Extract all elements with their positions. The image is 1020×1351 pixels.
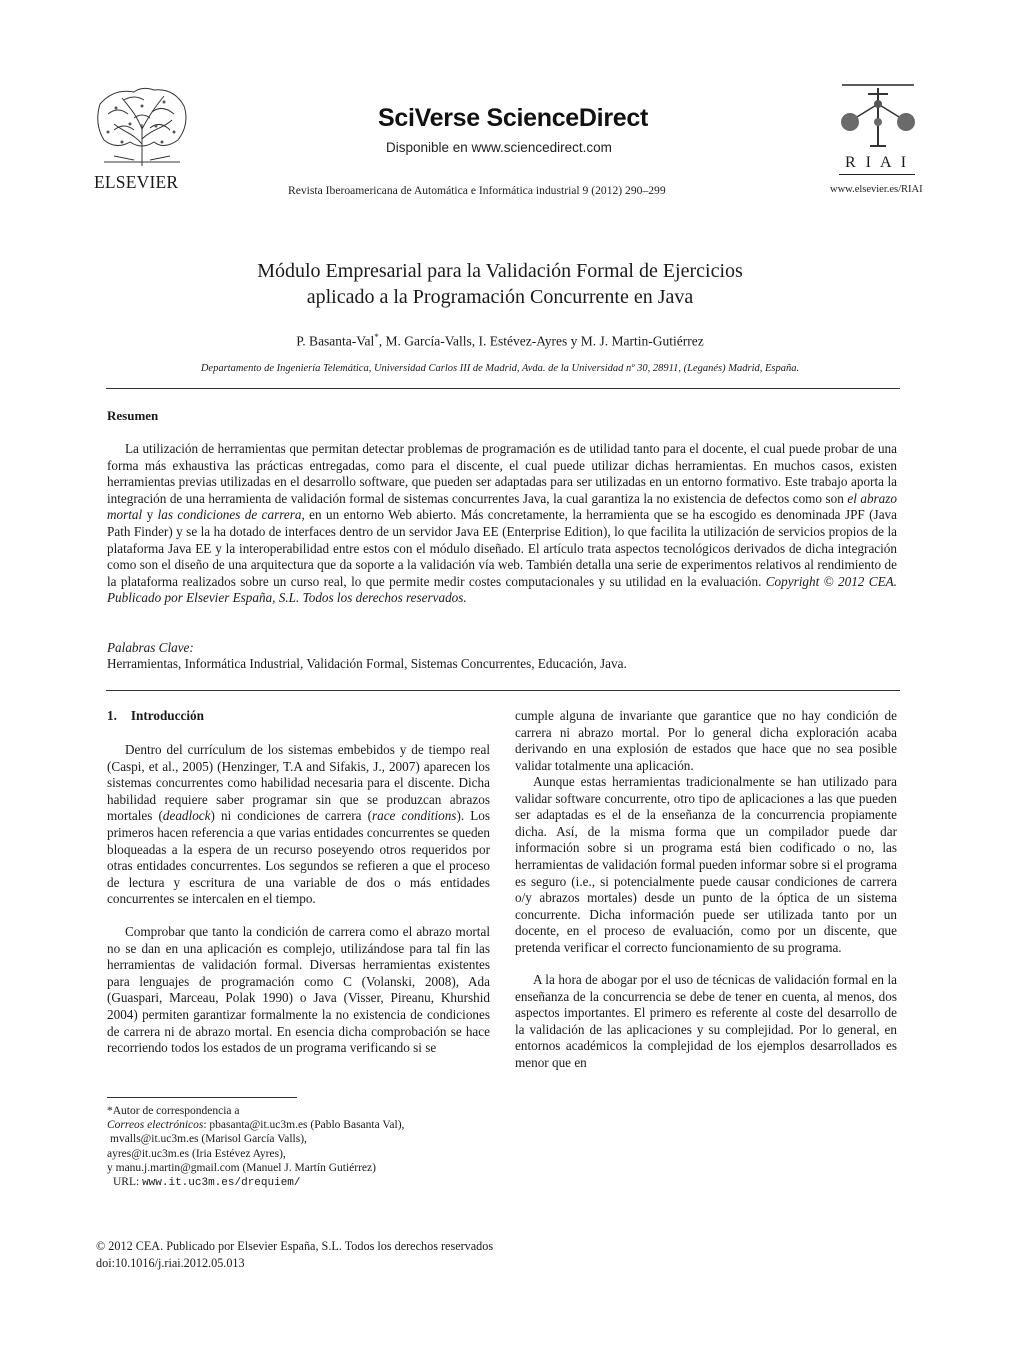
intro-term-race: race conditions [371,808,457,824]
article-title [100,258,900,310]
intro-paragraph-3: cumple alguna de invariante que garantice que no hay condición de carrera ni abrazo mortal. Por lo general dicha exploración acaba derivando en una explosión de estados que hace que no sea posible validar totalmente una aplicación. [515,708,897,773]
intro-p1-text-c: ). Los primeros hacen referencia a que varias entidades concurrentes se queden bloqueadas a la espera de un recurso poseyendo otros requeridos por otras entidades concurrentes. Los segundos se refieren a que el proceso de lectura y escritura de una variable de dos o más entidades concurrentes se intercalen en el tiempo. [107,808,490,907]
keywords-heading: Palabras Clave: [107,640,194,655]
elsevier-logo [94,84,190,192]
section-title: Introducción [130,708,204,723]
section-number: 1. [107,708,117,723]
footnote-url-link[interactable]: www.it.uc3m.es/drequiem/ [142,1177,301,1190]
footer-doi[interactable]: doi:10.1016/j.riai.2012.05.013 [96,1256,245,1270]
corresponding-star: * [374,332,379,342]
elsevier-tree-icon [94,84,190,168]
footnote-rule [107,1097,297,1098]
abstract-term-deadlock: el abrazo mortal [107,490,898,523]
intro-paragraph-4: Aunque estas herramientas tradicionalmente se han utilizado para validar software concurrente, otro tipo de aplicaciones a las que pueden ser adaptadas es el de la enseñanza de la concurrencia propiamente dicha. Así, de la misma forma que un compilador puede dar información sobre si un programa está bien codificado o no, las herramientas de validación formal pueden informar sobre si el programa es seguro (i.e., si potencialmente puede causar condiciones de carrera o/y abrazos mortales) desde un punto de la óptica de un sistema concurrente. Dicha información puede ser utilizada tanto por un docente, en el proceso de evaluación, como por un discente, que pretenda verificar el correcto funcionamiento de su programa. [515,774,897,955]
rule-top [106,388,900,389]
footnotes [107,1104,507,1190]
footnote-emails-line-4: y manu.j.martin@gmail.com (Manuel J. Martín Gutiérrez) [107,1161,376,1174]
title-line-2: aplicado a la Programación Concurrente en Java [306,286,694,308]
intro-p1-text-b: ) ni condiciones de carrera ( [210,808,372,824]
footnote-corresponding: *Autor de correspondencia a [107,1105,240,1117]
riai-url: www.elsevier.es/RIAI [830,184,923,195]
abstract-text-3: , en un entorno Web abierto. Más concretamente, la herramienta que se ha escogido es denominada JPF (Java Path Finder) y se la ha dotado de interfaces dentro de un servidor Java EE (Enterprise Edition), lo que facilita la utilización de servicios propios de la plataforma Java EE y la interoperabilidad entre estos con el módulo diseñado. El artículo trata aspectos tecnológicos derivados de dicha integración como son el diseño de una arquitectura que da soporte a la validación vía web. También detalla una serie de experimentos relativos al rendimiento de la plataforma realizados sobre un curso real, lo que permite medir costes computacionales y su utilidad en la evaluación. [107,507,897,589]
sciverse-title: SciVerse ScienceDirect [378,104,648,132]
footnote-emails-line-1: Correos electrónicos: pbasanta@it.uc3m.es (Pablo Basanta Val), [107,1119,405,1132]
footnote-emails-line-2: mvalls@it.uc3m.es (Marisol García Valls), [110,1133,307,1146]
intro-paragraph-5: A la hora de abogar por el uso de técnicas de validación formal en la enseñanza de la concurrencia se debe de tener en cuenta, al menos, dos aspectos importantes. El primero es referente al coste del desarrollo de la validación de las aplicaciones y su complejidad. Por lo general, en entornos académicos la complejidad de los ejemplos desarrollados es menor que en [515,972,897,1070]
footnote-emails-line-3: ayres@it.uc3m.es (Iria Estévez Ayres), [107,1147,286,1160]
abstract-text-1: La utilización de herramientas que permitan detectar problemas de programación es de utilidad tanto para el docente, el cual puede probar de una forma más exhaustiva las prácticas entregadas, como para el discente, el cual puede utilizar dichas herramientas. En muchos casos, existen herramientas previas utilizadas en el desarrollo software, que pueden ser adaptadas para ser utilizadas en un entorno formativo. Este trabajo aporta la integración de una herramienta de validación formal de sistemas concurrentes Java, la cual garantiza la no existencia de defectos como son [107,441,897,506]
abstract-body [107,441,897,607]
affiliation: Departamento de Ingeniería Telemática, Universidad Carlos III de Madrid, Avda. de la Universidad nº 30, 28911, (Leganés) Madrid, España. [200,363,800,374]
available-at: Disponible en www.sciencedirect.com [386,140,612,155]
author-rest: , M. García-Valls, I. Estévez-Ayres y M. J. Martin-Gutiérrez [378,333,704,349]
title-line-1: Módulo Empresarial para la Validación Formal de Ejercicios [257,260,743,282]
keywords-list: Herramientas, Informática Industrial, Validación Formal, Sistemas Concurrentes, Educación, Java. [107,656,627,671]
journal-citation: Revista Iberoamericana de Automática e Informática industrial 9 (2012) 290–299 [288,184,666,197]
abstract-text-2: y [142,507,158,523]
abstract-term-race: las condiciones de carrera [157,507,302,523]
abstract-copyright: Copyright © 2012 CEA. Publicado por Elsevier España, S.L. Todos los derechos reservados. [107,573,897,606]
intro-paragraph-2: Comprobar que tanto la condición de carrera como el abrazo mortal no se dan en una aplicación es complejo, utilizándose para tal fin las herramientas de validación formal. Diversas herramientas existentes para lenguajes de programación como C (Volanski, 2008), Ada (Guaspari, Marceau, Polak 1990) o Java (Visser, Pireanu, Khurshid 2004) permiten garantizar formalmente la no existencia de condiciones de carrera ni de abrazo mortal. En esencia dicha comprobación se hace recorriendo todos los estados de un programa verificando si se [107,924,490,1056]
riai-emblem-icon [834,84,920,150]
riai-logo [834,84,920,171]
footnote-url-label: URL: [113,1176,143,1189]
rule-bottom [106,690,900,691]
abstract-heading: Resumen [107,408,159,423]
intro-paragraph-1 [107,742,490,908]
footnote-url-line [107,1175,507,1190]
intro-term-deadlock: deadlock [162,808,211,824]
author-first: P. Basanta-Val [296,333,375,349]
intro-p1-text-a: Dentro del currículum de los sistemas embebidos y de tiempo real (Caspi, et al., 2005) (Henzinger, T.A and Sifakis, J., 2007) aparecen los sistemas concurrentes como habilidad necesaria para el discente. Dicha habilidad requiere saber programar sin que se produzcan abrazos mortales ( [107,742,490,824]
authors [100,332,900,350]
footnote-emails-label: Correos electrónicos [107,1119,204,1132]
section-heading [107,708,204,724]
elsevier-wordmark: ELSEVIER [94,172,179,192]
riai-wordmark: R I A I [844,154,910,171]
footer-copyright: © 2012 CEA. Publicado por Elsevier España, S.L. Todos los derechos reservados [96,1239,494,1253]
